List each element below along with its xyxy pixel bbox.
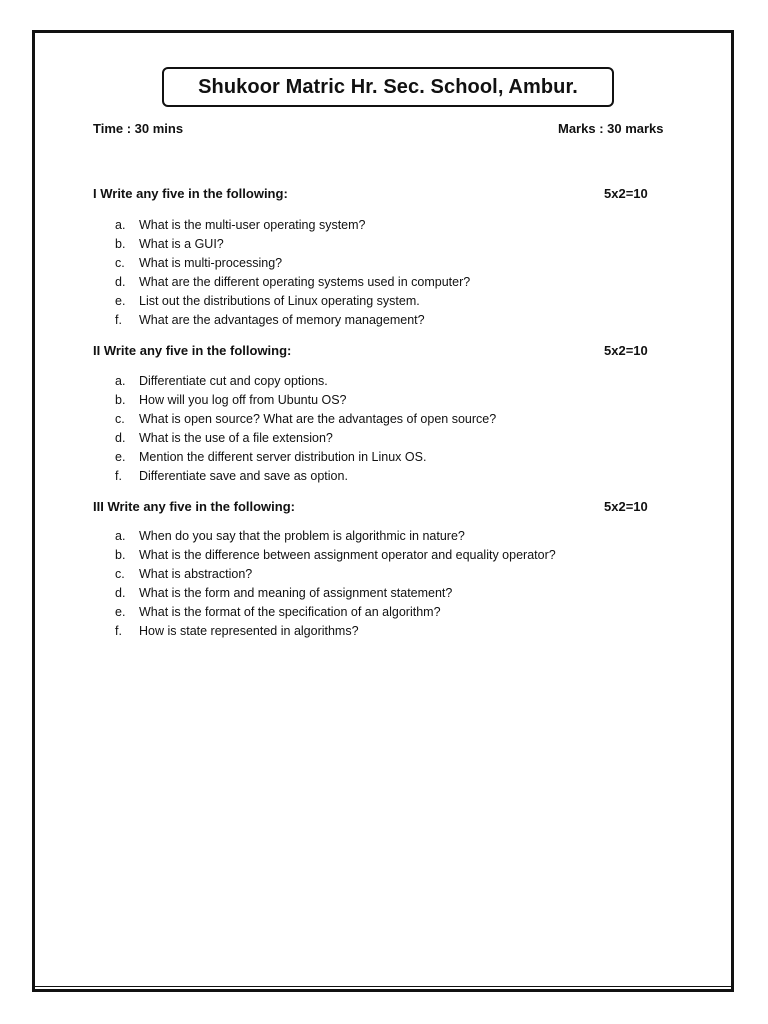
question-text: What are the advantages of memory management?: [139, 313, 425, 327]
question-text: What is open source? What are the advantages of open source?: [139, 412, 497, 426]
question-letter: c.: [115, 567, 125, 581]
question-letter: d.: [115, 275, 126, 289]
question-text: What is the multi-user operating system?: [139, 218, 366, 232]
question-text: What is the format of the specification of an algorithm?: [139, 605, 441, 619]
question-text: What is abstraction?: [139, 567, 253, 581]
question-letter: c.: [115, 256, 125, 270]
question-letter: e.: [115, 294, 126, 308]
question-text: How is state represented in algorithms?: [139, 624, 359, 638]
exam-marks: Marks : 30 marks: [558, 121, 664, 136]
question-letter: e.: [115, 605, 126, 619]
question-text: How will you log off from Ubuntu OS?: [139, 393, 347, 407]
question-letter: f.: [115, 469, 122, 483]
question-letter: a.: [115, 374, 126, 388]
exam-time: Time : 30 mins: [93, 121, 184, 136]
question-letter: f.: [115, 313, 122, 327]
question-text: What is the use of a file extension?: [139, 431, 333, 445]
section-1-heading: I Write any five in the following:: [93, 186, 288, 201]
question-letter: c.: [115, 412, 125, 426]
question-letter: e.: [115, 450, 126, 464]
question-letter: d.: [115, 586, 126, 600]
question-text: When do you say that the problem is algorithmic in nature?: [139, 529, 465, 543]
question-text: Differentiate cut and copy options.: [139, 374, 328, 388]
question-text: What is the form and meaning of assignment statement?: [139, 586, 453, 600]
question-text: Differentiate save and save as option.: [139, 469, 348, 483]
question-letter: d.: [115, 431, 126, 445]
section-2-heading: II Write any five in the following:: [93, 343, 292, 358]
question-letter: f.: [115, 624, 122, 638]
section-3-heading: III Write any five in the following:: [93, 499, 295, 514]
section-2-marks: 5x2=10: [604, 343, 648, 358]
question-letter: b.: [115, 393, 126, 407]
question-letter: b.: [115, 548, 126, 562]
question-text: List out the distributions of Linux operating system.: [139, 294, 420, 308]
question-letter: a.: [115, 218, 126, 232]
question-text: Mention the different server distribution in Linux OS.: [139, 450, 427, 464]
section-1-marks: 5x2=10: [604, 186, 648, 201]
section-3-marks: 5x2=10: [604, 499, 648, 514]
question-letter: a.: [115, 529, 126, 543]
question-text: What are the different operating systems used in computer?: [139, 275, 471, 289]
question-text: What is the difference between assignment operator and equality operator?: [139, 548, 556, 562]
question-text: What is a GUI?: [139, 237, 224, 251]
question-text: What is multi-processing?: [139, 256, 283, 270]
school-title: Shukoor Matric Hr. Sec. School, Ambur.: [162, 67, 614, 107]
question-letter: b.: [115, 237, 126, 251]
